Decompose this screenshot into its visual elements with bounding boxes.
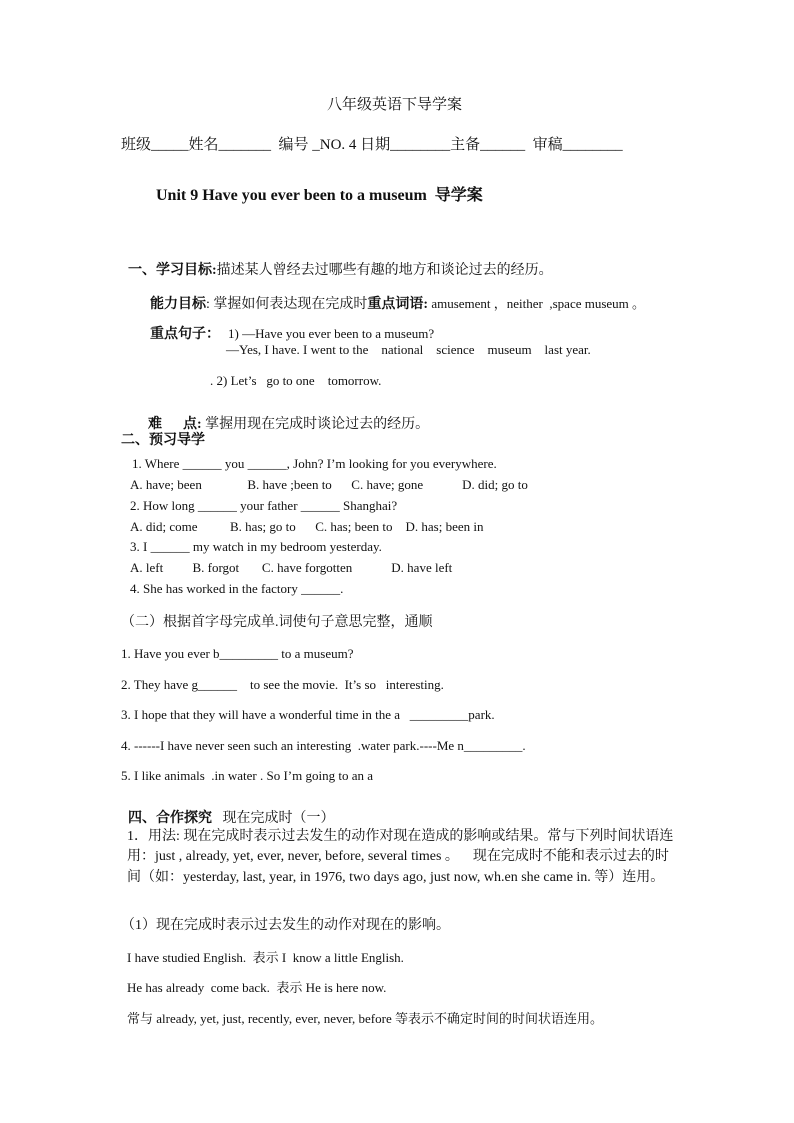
fill-sentence-1: 1. Have you ever b_________ to a museum?	[121, 646, 354, 661]
key-sentence-1: 1) —Have you ever been to a museum?	[228, 326, 435, 341]
ability-text: : 掌握如何表达现在完成时	[206, 297, 368, 312]
example-1: I have studied English. 表示 I know a little English.	[127, 950, 404, 965]
question-4: 4. She has worked in the factory ______.	[130, 581, 344, 596]
section4-subheading: 现在完成时（一）	[212, 811, 335, 826]
usage-line-3: 间（如：yesterday, last, year, in 1976, two days ago, just now, wh.en she came in. 等）连用。	[127, 870, 665, 885]
difficult-text: 掌握用现在完成时谈论过去的经历。	[201, 417, 430, 432]
question-3: 3. I ______ my watch in my bedroom yesterday.	[130, 539, 382, 554]
ability-label: 能力目标	[150, 297, 206, 312]
ability-line	[143, 283, 645, 312]
sub-point-1: （1）现在完成时表示过去发生的动作对现在的影响。	[121, 918, 450, 933]
section1-heading: 一、学习目标:	[128, 263, 217, 278]
question-2: 2. How long ______ your father ______ Shanghai?	[130, 498, 398, 513]
section4-heading: 四、合作探究	[128, 811, 212, 826]
difficult-label: 难 点:	[148, 417, 202, 432]
fill-sentence-3: 3. I hope that they will have a wonderful time in the a _________park.	[121, 707, 495, 722]
fill-sentence-5: 5. I like animals .in water . So I’m going to an a	[121, 768, 374, 783]
section1-text: 描述某人曾经去过哪些有趣的地方和谈论过去的经历。	[216, 263, 553, 278]
key-sentence-line-1	[143, 313, 434, 342]
section2-heading: 二、预习导学	[121, 433, 205, 448]
fill-sentence-2: 2. They have g______ to see the movie. It’s so interesting.	[121, 677, 444, 692]
key-sentence-2: —Yes, I have. I went to the national science museum last year.	[226, 342, 591, 357]
example-2: He has already come back. 表示 He is here now.	[127, 980, 387, 995]
question-1: 1. Where ______ you ______, John? I’m looking for you everywhere.	[132, 456, 497, 471]
question-3-options: A. left B. forgot C. have forgotten D. have left	[130, 560, 453, 575]
header-fields: 班级_____姓名_______ 编号 _NO. 4 日期________主备______ 审稿________	[121, 137, 623, 153]
difficult-line	[141, 404, 429, 432]
section1-line	[121, 250, 553, 278]
usage-note: 常与 already, yet, just, recently, ever, never, before 等表示不确定时间的时间状语连用。	[127, 1011, 603, 1026]
key-words: amusement ，neither ,space museum 。	[428, 296, 646, 311]
section3-heading: （二）根据首字母完成单.词使句子意思完整，通顺	[121, 615, 433, 630]
question-2-options: A. did; come B. has; go to C. has; been to D. has; been in	[130, 519, 484, 534]
key-words-label: 重点词语:	[367, 297, 429, 312]
question-1-options: A. have; been B. have ;been to C. have; gone D. did; go to	[130, 477, 528, 492]
usage-line-1: 1．用法: 现在完成时表示过去发生的动作对现在造成的影响或结果。常与下列时间状语连	[127, 829, 674, 844]
key-sentence-3: . 2) Let’s go to one tomorrow.	[210, 373, 382, 388]
usage-line-2: 用：just , already, yet, ever, never, before, several times 。 现在完成时不能和表示过去的时	[127, 849, 669, 864]
document-title: 八年级英语下导学案	[327, 97, 463, 113]
section4-heading-line	[121, 798, 335, 826]
unit-title: Unit 9 Have you ever been to a museum 导学案	[156, 187, 483, 204]
fill-sentence-4: 4. ------I have never seen such an interesting .water park.----Me n_________.	[121, 738, 526, 753]
key-sentence-label: 重点句子：	[150, 327, 220, 342]
